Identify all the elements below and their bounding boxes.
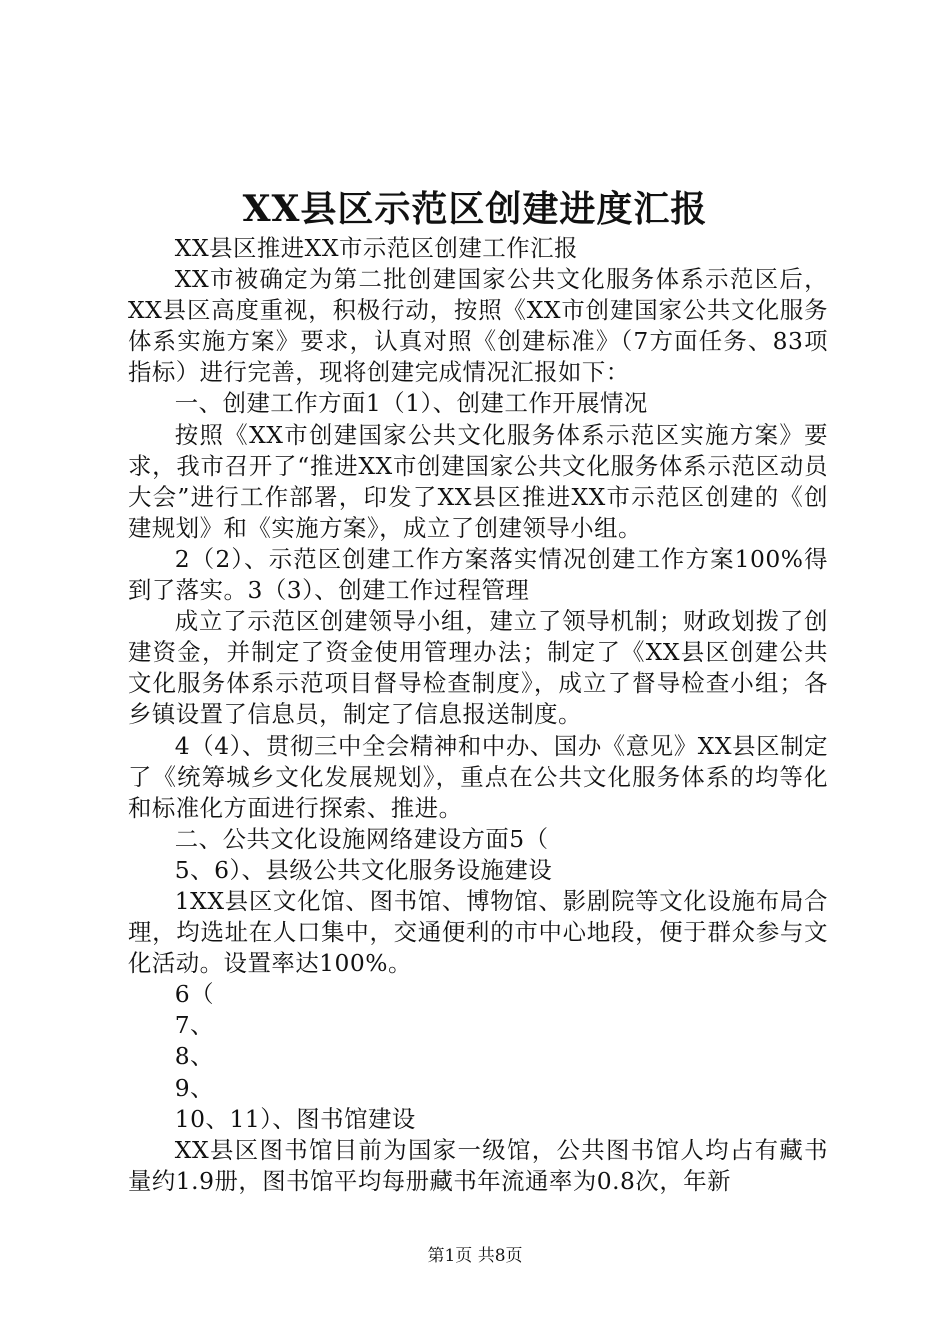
- document-body: [128, 233, 828, 1197]
- paragraph: 按照《XX市创建国家公共文化服务体系示范区实施方案》要求，我市召开了“推进XX市创建国家公共文化服务体系示范区动员大会”进行工作部署，印发了XX县区推进XX市示范区创建的《创建规划》和《实施方案》，成立了创建领导小组。: [128, 420, 828, 542]
- list-marker: 6（: [174, 980, 215, 1009]
- section-heading: 10、11）、图书馆建设: [174, 1104, 416, 1133]
- paragraph: XX县区图书馆目前为国家一级馆，公共图书馆人均占有藏书量约1.9册，图书馆平均每册藏书年流通率为0.8次，年新: [128, 1135, 828, 1195]
- paragraph: XX县区推进XX市示范区创建工作汇报: [174, 234, 578, 262]
- paragraph: 4（4）、贯彻三中全会精神和中办、国办《意见》XX县区制定了《统筹城乡文化发展规划》，重点在公共文化服务体系的均等化和标准化方面进行探索、推进。: [128, 731, 828, 822]
- section-heading: 一、创建工作方面1（1）、创建工作开展情况: [174, 389, 648, 418]
- list-marker: 8、: [174, 1042, 215, 1071]
- section-heading: 5、6）、县级公共文化服务设施建设: [174, 855, 553, 884]
- paragraph: 2（2）、示范区创建工作方案落实情况创建工作方案100%得到了落实。3（3）、创建工作过程管理: [128, 544, 828, 605]
- page-footer: 第1页 共8页: [427, 1246, 523, 1266]
- document-title: XX县区示范区创建进度汇报: [242, 188, 708, 230]
- paragraph: 1XX县区文化馆、图书馆、博物馆、影剧院等文化设施布局合理，均选址在人口集中，交通便利的市中心地段，便于群众参与文化活动。设置率达100%。: [128, 886, 828, 978]
- list-marker: 9、: [174, 1073, 215, 1102]
- section-heading: 二、公共文化设施网络建设方面5（: [174, 824, 549, 853]
- paragraph: 成立了示范区创建领导小组，建立了领导机制；财政划拨了创建资金，并制定了资金使用管理办法；制定了《XX县区创建公共文化服务体系示范项目督导检查制度》，成立了督导检查小组；各乡镇设置了信息员，制定了信息报送制度。: [128, 607, 828, 729]
- list-marker: 7、: [174, 1011, 215, 1040]
- paragraph: XX市被确定为第二批创建国家公共文化服务体系示范区后，XX县区高度重视，积极行动，按照《XX市创建国家公共文化服务体系实施方案》要求，认真对照《创建标准》（7方面任务、83项指标）进行完善，现将创建完成情况汇报如下：: [128, 265, 828, 387]
